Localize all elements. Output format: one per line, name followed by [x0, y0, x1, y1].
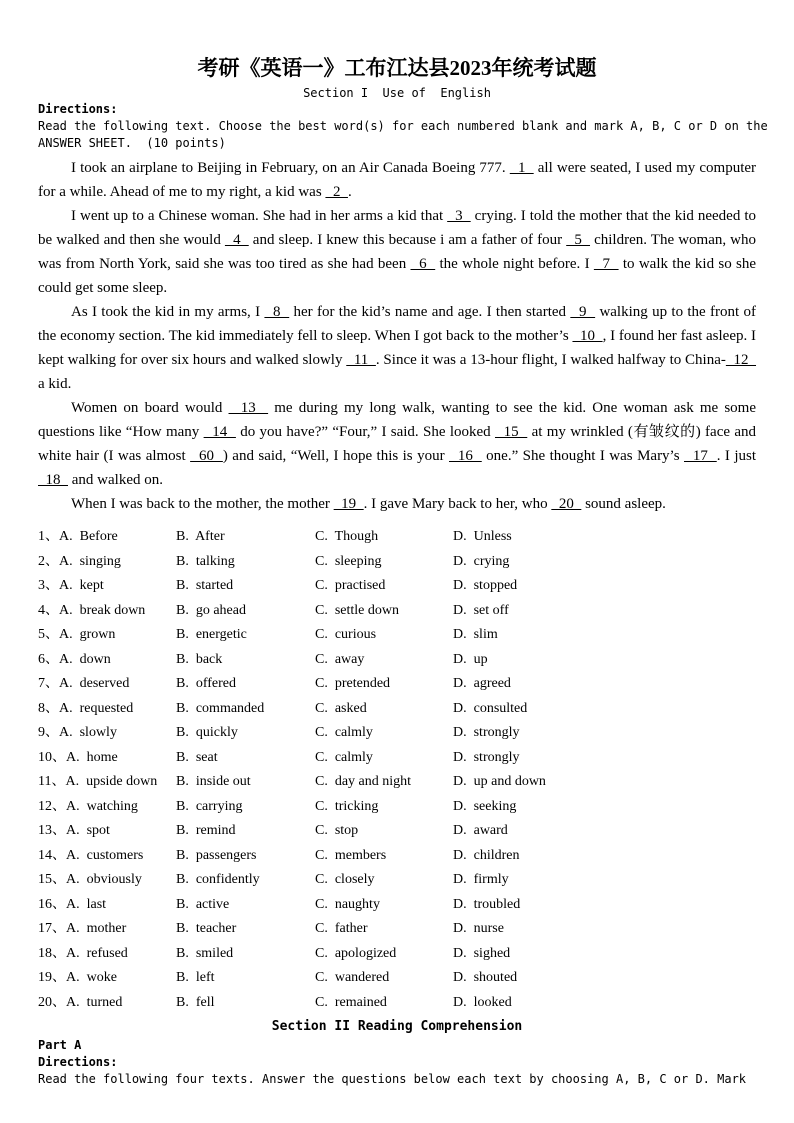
cloze-blank: 14: [203, 424, 236, 440]
passage-paragraph-4: Women on board would 13 me during my long walk, wanting to see the kid. One woman ask me some questions like “How many 14 do you have?” “Four,” I said. She looked 15 at my wrinkled (有皱纹的) face and white hair (I was almost 60 ) and said, “Well, I hope this is your 16 one.” She thought I was Mary’s 17 . I just 18 and walked on.: [38, 400, 757, 488]
cloze-blank: 10: [572, 328, 603, 344]
cloze-blank: 17: [684, 448, 717, 464]
option-d: D. nurse: [453, 921, 504, 936]
option-row-4: [38, 599, 756, 624]
option-b: B. remind: [176, 823, 236, 838]
question-number: 7、: [38, 676, 59, 691]
option-row-18: [38, 942, 756, 967]
question-number: 16、: [38, 896, 66, 912]
cloze-blank: 20: [551, 496, 582, 512]
question-number: 13、: [38, 823, 66, 838]
option-b: B. talking: [176, 553, 235, 569]
option-a: A. customers: [66, 847, 144, 863]
option-a: A. grown: [59, 627, 116, 642]
cloze-blank: 13: [228, 400, 269, 416]
option-c: C. closely: [315, 872, 375, 887]
option-row-8: [38, 697, 756, 722]
option-a: A. woke: [66, 970, 117, 985]
question-number: 6、: [38, 651, 59, 667]
option-d: D. firmly: [453, 872, 509, 887]
option-row-11: [38, 770, 756, 795]
cloze-blank: 60: [190, 448, 223, 464]
option-row-3: [38, 574, 756, 599]
option-b: B. back: [176, 651, 223, 667]
option-row-20: [38, 991, 756, 1016]
cloze-blank: 7: [593, 256, 619, 272]
option-c: C. calmly: [315, 725, 373, 740]
option-d: D. award: [453, 823, 508, 838]
option-b: B. inside out: [176, 774, 251, 789]
option-d: D. sighed: [453, 945, 511, 961]
option-b: B. go ahead: [176, 602, 246, 618]
option-c: C. asked: [315, 700, 367, 716]
option-d: D. up and down: [453, 774, 546, 789]
option-a: A. refused: [66, 945, 128, 961]
option-d: D. strongly: [453, 749, 520, 765]
option-a: A. kept: [59, 578, 104, 593]
option-row-1: [38, 525, 756, 550]
option-row-6: [38, 648, 756, 673]
option-c: C. curious: [315, 627, 377, 642]
option-c: C. father: [315, 921, 368, 936]
option-d: D. Unless: [453, 529, 512, 544]
option-a: A. Before: [59, 529, 118, 544]
option-d: D. seeking: [453, 798, 517, 814]
section1-heading: Section I Use of English: [303, 86, 491, 100]
option-a: A. mother: [66, 921, 127, 936]
option-d: D. slim: [453, 627, 498, 642]
option-c: C. practised: [315, 578, 386, 593]
question-number: 3、: [38, 578, 59, 593]
directions2-label: Directions:: [38, 1055, 118, 1069]
option-a: A. down: [59, 651, 111, 667]
question-number: 19、: [38, 970, 66, 985]
question-number: 4、: [38, 602, 59, 618]
question-number: 5、: [38, 627, 59, 642]
option-b: B. carrying: [176, 798, 243, 814]
option-d: D. children: [453, 847, 520, 863]
directions1-line1: Read the following text. Choose the best word(s) for each numbered blank and mark A, B, C or D on the: [38, 119, 768, 133]
option-d: D. stopped: [453, 578, 518, 593]
option-row-12: [38, 795, 756, 820]
cloze-blank: 6: [410, 256, 436, 272]
option-d: D. crying: [453, 553, 510, 569]
passage-paragraph-1: I took an airplane to Beijing in February, on an Air Canada Boeing 777. 1 all were seated, I used my computer for a while. Ahead of me to my right, a kid was 2 .: [38, 160, 757, 200]
option-row-10: [38, 746, 756, 771]
option-c: C. naughty: [315, 896, 380, 912]
option-c: C. stop: [315, 823, 359, 838]
cloze-blank: 8: [264, 304, 290, 320]
option-row-13: [38, 819, 756, 844]
option-a: A. deserved: [59, 676, 130, 691]
option-a: A. watching: [66, 798, 138, 814]
option-c: C. day and night: [315, 774, 412, 789]
cloze-blank: 1: [509, 160, 534, 176]
part-a-label: Part A: [38, 1038, 82, 1052]
exam-title: 考研《英语一》工布江达县2023年统考试题: [197, 56, 597, 80]
option-row-19: [38, 966, 756, 991]
question-number: 20、: [38, 994, 66, 1010]
directions2-text: Read the following four texts. Answer the questions below each text by choosing A, B, C or D. Mark: [38, 1072, 747, 1086]
option-c: C. wandered: [315, 970, 390, 985]
passage-paragraph-5: When I was back to the mother, the mother 19 . I gave Mary back to her, who 20 sound asleep.: [71, 496, 666, 512]
question-number: 15、: [38, 872, 66, 887]
option-b: B. started: [176, 578, 234, 593]
passage-paragraph-3: As I took the kid in my arms, I 8 her for the kid’s name and age. I then started 9 walking up to the front of the economy section. The kid immediately fell to sleep. When I got back to the mother’s 10 , I found her fast asleep. I kept walking for over six hours and walked slowly 11 . Since it was a 13-hour flight, I walked halfway to China- 12 a kid.: [38, 304, 757, 392]
option-row-5: [38, 623, 756, 648]
option-b: B. After: [176, 529, 225, 544]
option-b: B. energetic: [176, 627, 247, 642]
option-b: B. commanded: [176, 700, 265, 716]
question-number: 8、: [38, 700, 59, 716]
option-d: D. consulted: [453, 700, 528, 716]
option-c: C. tricking: [315, 798, 379, 814]
option-d: D. agreed: [453, 676, 511, 691]
option-b: B. smiled: [176, 945, 234, 961]
option-c: C. members: [315, 847, 387, 863]
directions1-line2: ANSWER SHEET. (10 points): [38, 136, 226, 150]
directions1-label: Directions:: [38, 102, 118, 116]
option-b: B. confidently: [176, 872, 260, 887]
cloze-blank: 15: [494, 424, 528, 440]
option-row-16: [38, 893, 756, 918]
option-c: C. calmly: [315, 749, 373, 765]
option-c: C. pretended: [315, 676, 391, 691]
cloze-blank: 12: [725, 352, 757, 368]
question-number: 1、: [38, 529, 59, 544]
cloze-blank: 2: [325, 184, 348, 200]
option-row-2: [38, 550, 756, 575]
option-a: A. home: [66, 749, 118, 765]
section2-heading: Section II Reading Comprehension: [271, 1019, 523, 1034]
option-c: C. settle down: [315, 602, 399, 618]
question-number: 14、: [38, 847, 66, 863]
option-d: D. up: [453, 651, 488, 667]
question-number: 17、: [38, 921, 66, 936]
question-number: 10、: [38, 749, 66, 765]
question-number: 18、: [38, 945, 66, 961]
cloze-options-list: [38, 525, 756, 1015]
option-a: A. obviously: [66, 872, 142, 887]
option-b: B. quickly: [176, 725, 238, 740]
option-row-9: [38, 721, 756, 746]
cloze-blank: 9: [570, 304, 596, 320]
option-a: A. last: [66, 896, 107, 912]
option-d: D. troubled: [453, 896, 521, 912]
option-a: A. slowly: [59, 725, 117, 740]
option-c: C. Though: [315, 529, 379, 544]
cloze-blank: 18: [38, 472, 68, 488]
option-b: B. left: [176, 970, 215, 985]
option-a: A. turned: [66, 994, 123, 1010]
option-row-15: [38, 868, 756, 893]
passage-paragraph-2: I went up to a Chinese woman. She had in her arms a kid that 3 crying. I told the mother that the kid needed to be walked and then she would 4 and sleep. I knew this because i am a father of four 5 children. The woman, who was from North York, said she was too tired as she had been 6 the whole night before. I 7 to walk the kid so she could get some sleep.: [38, 208, 757, 296]
option-b: B. active: [176, 896, 230, 912]
option-a: A. break down: [59, 602, 146, 618]
option-a: A. upside down: [65, 774, 158, 789]
option-a: A. singing: [59, 553, 121, 569]
cloze-passage: [38, 156, 756, 516]
option-b: B. teacher: [176, 921, 237, 936]
cloze-blank: 5: [566, 232, 591, 248]
question-number: 2、: [38, 553, 59, 569]
cloze-blank: 19: [333, 496, 364, 512]
option-row-7: [38, 672, 756, 697]
question-number: 11、: [38, 774, 66, 789]
option-d: D. set off: [453, 602, 509, 618]
option-row-14: [38, 844, 756, 869]
option-b: B. passengers: [176, 847, 257, 863]
cloze-blank: 3: [447, 208, 471, 224]
option-c: C. away: [315, 651, 365, 667]
option-b: B. seat: [176, 749, 218, 765]
option-c: C. remained: [315, 994, 387, 1010]
cloze-blank: 11: [346, 352, 376, 368]
option-c: C. sleeping: [315, 553, 382, 569]
option-d: D. looked: [453, 994, 512, 1010]
option-b: B. fell: [176, 994, 215, 1010]
option-a: A. spot: [66, 823, 110, 838]
option-d: D. shouted: [453, 970, 518, 985]
option-row-17: [38, 917, 756, 942]
option-c: C. apologized: [315, 945, 397, 961]
question-number: 9、: [38, 725, 59, 740]
question-number: 12、: [38, 798, 66, 814]
option-b: B. offered: [176, 676, 236, 691]
option-d: D. strongly: [453, 725, 520, 740]
cloze-blank: 4: [224, 232, 249, 248]
option-a: A. requested: [59, 700, 134, 716]
cloze-blank: 16: [449, 448, 482, 464]
